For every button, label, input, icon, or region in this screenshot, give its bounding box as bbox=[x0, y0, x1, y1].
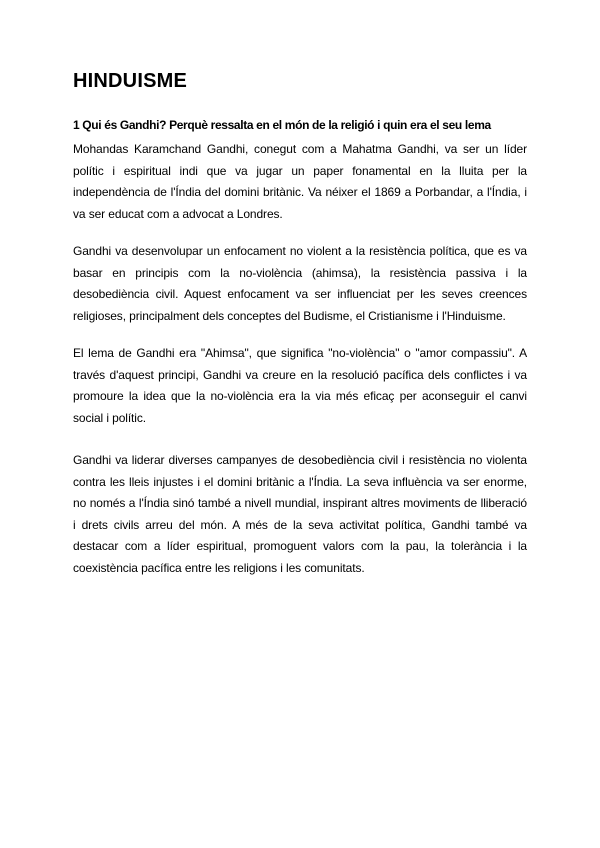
document-page bbox=[73, 66, 527, 595]
paragraph-biography: Mohandas Karamchand Gandhi, conegut com a Mahatma Gandhi, va ser un líder polític i espiritual indi que va jugar un paper fonamental en la lluita per la independència de l'Índia del domini britànic. Va néixer el 1869 a Porbandar, a l'Índia, i va ser educat com a advocat a Londres. bbox=[73, 142, 527, 221]
question-heading: 1 Qui és Gandhi? Perquè ressalta en el món de la religió i quin era el seu lema bbox=[73, 118, 491, 132]
paragraph-nonviolence-approach: Gandhi va desenvolupar un enfocament no violent a la resistència política, que es va basar en principis com la no-violència (ahimsa), la resistència passiva i la desobediència civil. Aquest enfocament va ser influenciat per les seves creences religioses, principalment dels conceptes del Budisme, el Cristianisme i l'Hinduisme. bbox=[73, 244, 527, 323]
paragraph-campaigns: Gandhi va liderar diverses campanyes de desobediència civil i resistència no violenta contra les lleis injustes i el domini britànic a l'Índia. La seva influència va ser enorme, no només a l'Índia sinó també a nivell mundial, inspirant altres moviments de lliberació i drets civils arreu del món. A més de la seva activitat política, Gandhi també va destacar com a líder espiritual, promoguent valors com la pau, la tolerància i la coexistència pacífica entre les religions i les comunitats. bbox=[73, 453, 527, 575]
document-title: HINDUISME bbox=[73, 70, 188, 92]
paragraph-motto: El lema de Gandhi era "Ahimsa", que significa "no-violència" o "amor compassiu". A través d'aquest principi, Gandhi va creure en la resolució pacífica dels conflictes i va promoure la idea que la no-violència era la via més eficaç per aconseguir el canvi social i polític. bbox=[73, 346, 527, 425]
